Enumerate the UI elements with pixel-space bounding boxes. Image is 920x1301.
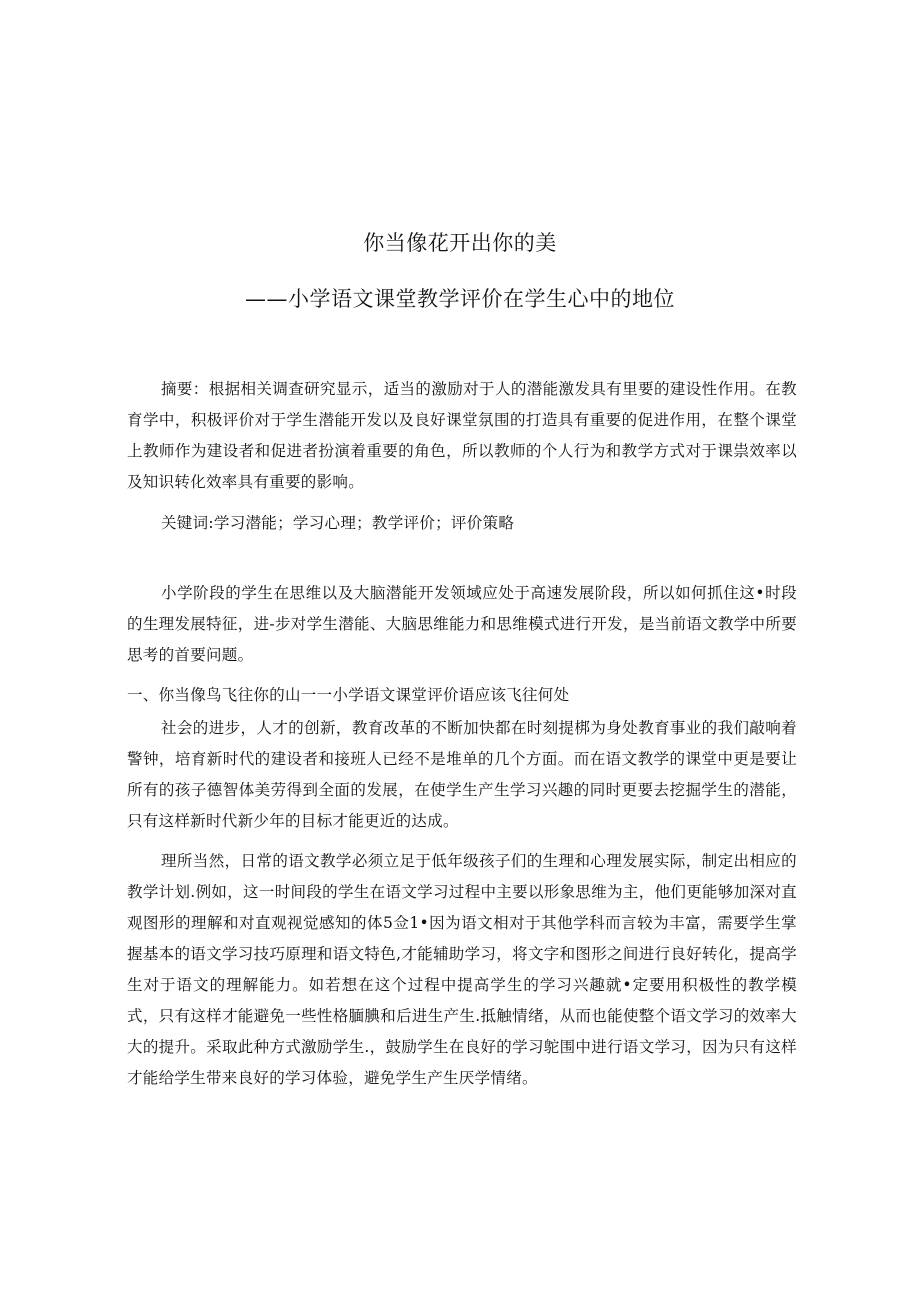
document-title: 你当像花开出你的美	[363, 231, 557, 255]
document-subtitle: ——小学语文课堂教学评价在学生心中的地位	[245, 287, 675, 311]
body-paragraph-1: 社会的进步，人才的创新，教育改革的不断加快都在时刻提梆为身处教育事业的我们敲响着警钟，培育新时代的建设者和接班人已经不是堆单的几个方面。而在语文教学的课堂中更是要让所有的孩子德智体美劳得到全面的发展，在使学生产生学习兴趣的同时更要去挖掘学生的潜能，只有这样新时代新少年的目标才能更近的达成。	[127, 719, 797, 830]
body-paragraph-2: 理所当然，日常的语文教学必须立足于低年级孩子们的生理和心理发展实际，制定出相应的教学计划.例如，这一时间段的学生在语文学习过程中主要以形象思维为主，他们更能够加深对直观图形的理解和对直观视觉感知的体5佥1•因为语文相对于其他学科而言较为丰富，需要学生掌握基本的语文学习技巧原理和语文特色,才能辅助学习，将文字和图形之间进行良好转化，提高学生对于语文的理解能力。如若想在这个过程中提高学生的学习兴趣就•定要用积极性的教学模式，只有这样才能避免一些性格腼腆和后进生产生.抵触情绪，从而也能使整个语文学习的效率大大的提升。采取此种方式激励学生.，鼓励学生在良好的学习鸵围中进行语文学习，因为只有这样才能给学生带来良好的学习体验，避免学生产生厌学情绪。	[127, 852, 797, 1087]
section-heading: 一、你当像鸟飞往你的山一一小学语文课堂评价语应该飞往何处	[127, 686, 570, 704]
keywords-line: 关键词:学习潜能；学习心理；教学评价；评价策略	[161, 514, 515, 532]
abstract-paragraph: 摘要：根据相关调查研究显示，适当的激励对于人的潜能激发具有里要的建设性作用。在教育学中，积极评价对于学生潜能开发以及良好课堂氛围的打造具有重要的促进作用，在整个课堂上教师作为建设者和促进者扮演着重要的角色，所以教师的个人行为和教学方式对于课祟效率以及知识转化效率具有重要的影响。	[127, 380, 797, 491]
intro-paragraph: 小学阶段的学生在思维以及大脑潜能开发领域应处于高速发展阶段，所以如何抓住这•时段的生理发展特征，进-步对学生潜能、大脑思维能力和思维模式进行开发，是当前语文教学中所要思考的首要问题。	[127, 584, 797, 664]
